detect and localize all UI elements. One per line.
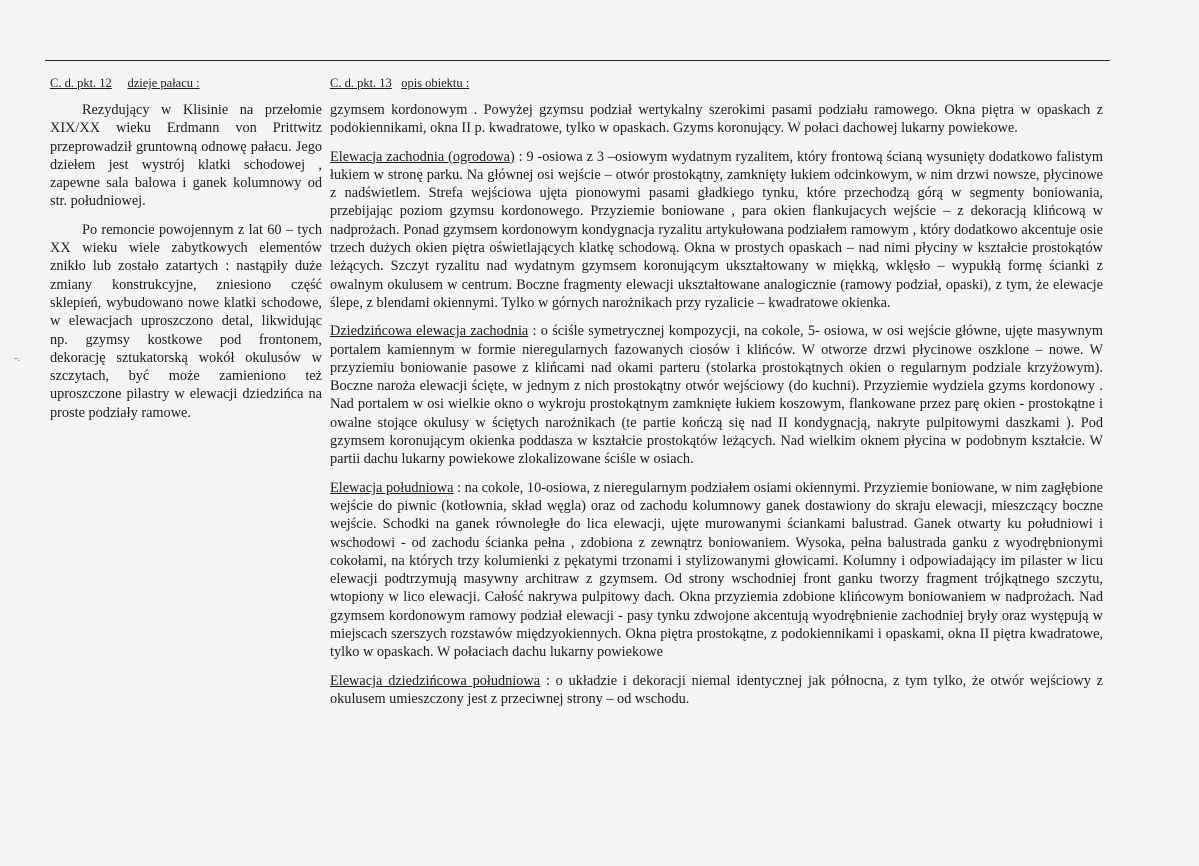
right-header-topic: opis obiektu : [401,76,470,90]
top-rule [45,60,1110,61]
left-column-header [50,76,200,91]
left-header-prefix: C. d. pkt. 12 [50,76,112,90]
section-courtyard-west-elevation [330,322,1103,468]
section-courtyard-south-elevation [330,672,1103,709]
section-title: Elewacja dziedzińcowa południowa [330,672,541,689]
right-column [330,101,1103,708]
section-title: Elewacja zachodnia (ogrodowa) [330,148,515,165]
section-title: Elewacja południowa [330,479,454,496]
margin-mark: -. [14,352,21,364]
history-paragraph-1: Rezydujący w Klisinie na przełomie XIX/XX wieku Erdmann von Prittwitz przeprowadził gruntowną odnowę pałacu. Jego dziełem jest wystrój klatki schodowej , zapewne sala balowa i ganek kolumnowy od str. południowej. [50,102,322,210]
section-text: : 9 -osiowa z 3 –osiowym wydatnym ryzalitem, który frontową ścianą wysunięty dodatkowo falistym łukiem w stronę parku. Na głównej osi wejście – otwór prostokątny, zamknięty łukiem odcinkowym, w nim drzwi nowsze, płycinowe z nadświetlem. Strefa wejściowa ujęta pionowymi pasami gładkiego tynku, które przechodzą górą w segmenty boniowania, przebijając poziom gzymsu kordonowego. Przyziemie boniowane , para okien flankujacych wejście – z dekoracją klińcową w nadprożach. Ponad gzymsem kordonowym kondygnacja ryzalitu artykułowana podziałem ramowym , który dodatkowo akcentuje osie trzech dużych okien piętra oświetlających klatkę schodową. Okna w prostych opaskach – nad nimi płyciny w kształcie prostokątów leżących. Szczyt ryzalitu nad wydatnym gzymsem koronującym ukształtowany w miękką, wklęsło – wypukłą formę ścianki z owalnym okulusem w centrum. Boczne fragmenty elewacji ukształtowane analogicznie (ramowy podział, opaski), z tym, że elewacje ślepe, z blendami okiennymi. Tylko w górnych narożnikach przy ryzalicie – kwadratowe okienka. [330,148,1104,311]
section-south-elevation [330,479,1103,662]
right-column-header [330,76,469,91]
section-text: : o układzie i dekoracji niemal identycznej jak północna, z tym tylko, że otwór wejściowy z okulusem umieszczony jest z przeciwnej strony – od wschodu. [330,672,1103,707]
left-column [50,101,322,422]
history-paragraph-2: Po remoncie powojennym z lat 60 – tych XX wieku wiele zabytkowych elementów znikło lub zostało zatartych : nastąpiły duże zmiany konstrukcyjne, zniesiono część sklepień, wybudowano nowe klatki schodowe, w elewacjach uproszczono detal, likwidując np. gzymsy kostkowe pod frontonem, dekorację sztukatorską wokół okulusów w szczytach, być może zamieniono też uproszczone pilastry w elewacji dziedzińca na proste podziały ramowe. [50,221,322,421]
section-text: : o ściśle symetrycznej kompozycji, na cokole, 5- osiowa, w osi wejście główne, ujęte masywnym portalem kamiennym w formie nieregularnych fazowanych ciosów i klińców. W otworze drzwi płycinowe oszklone – nowe. W przyziemiu boniowanie pasowe z klińcami nad okami parteru (stolarka prostokątnych okien o regularnym podziale krzyżowym). Boczne naroża elewacji ścięte, w jednym z nich prostokątny otwór wejściowy (do kuchni). Przyziemie wydziela gzyms kordonowy . Nad portalem w osi wielkie okno o wykroju prostokątnym zamknięte łukiem koszowym, flankowane przez parę okien - prostokątne i owalne stojące okulusy w ściętych narożnikach (te partie kończą się nad II kondygnacją, nakryte pulpitowymi daszkami ). Pod gzymsem koronującym okienka poddasza w kształcie prostokątów leżących. Nad wielkim oknem płycina w podobnym kształcie. W partii dachu lukarny powiekowe zlokalizowane ściśle w osiach. [330,323,1103,468]
section-text: : na cokole, 10-osiowa, z nieregularnym podziałem osiami okiennymi. Przyziemie boniowane, w nim zagłębione wejście do piwnic (kotłownia, skład węgla) oraz od zachodu kolumnowy ganek dostawiony do skraju elewacji, mieszczący boczne wejście. Schodki na ganek równoległe do lica elewacji, ujęte murowanymi ściankami balustrad. Ganek otwarty ku południowi i wschodowi - od zachodu ścianka pełna , zdobiona z zewnątrz boniowaniem. Wysoka, pełna balustrada ganku z wyodrębnionymi cokołami, na których trzy kolumienki z pękatymi trzonami i stylizowanymi głowicami. Kolumny i odpowiadający im pilaster w licu elewacji podtrzymują masywny architraw z gzymsem. Od strony wschodniej front ganku tworzy fragment trójkątnego szczytu, wtopiony w lico elewacji. Całość nakrywa pulpitowy dach. Okna przyziemia zdobione klińcowym boniowaniem w nadprożach. Nad gzymsem kordonowym ramowy podział elewacji - pasy tynku zdwojone akcentują wyodrębnienie zachodniej bryły oraz występują w miejscach szerszych rozstawów międzyokiennych. Okna piętra prostokątne, z podokiennikami i opaskami, okna II piętra kwadratowe, tylko w opaskach. W połaciach dachu lukarny powiekowe [330,479,1103,661]
right-header-prefix: C. d. pkt. 13 [330,76,392,90]
section-title: Dziedzińcowa elewacja zachodnia [330,323,529,340]
description-intro: gzymsem kordonowym . Powyżej gzymsu podział wertykalny szerokimi pasami podziału ramowego. Okna piętra w opaskach z podokiennikami, okna II p. kwadratowe, tylko w opaskach. Gzyms koronujący. W połaci dachowej lukarny powiekowe. [330,102,1103,137]
section-west-elevation [330,148,1103,313]
left-header-topic: dzieje pałacu : [127,76,200,90]
